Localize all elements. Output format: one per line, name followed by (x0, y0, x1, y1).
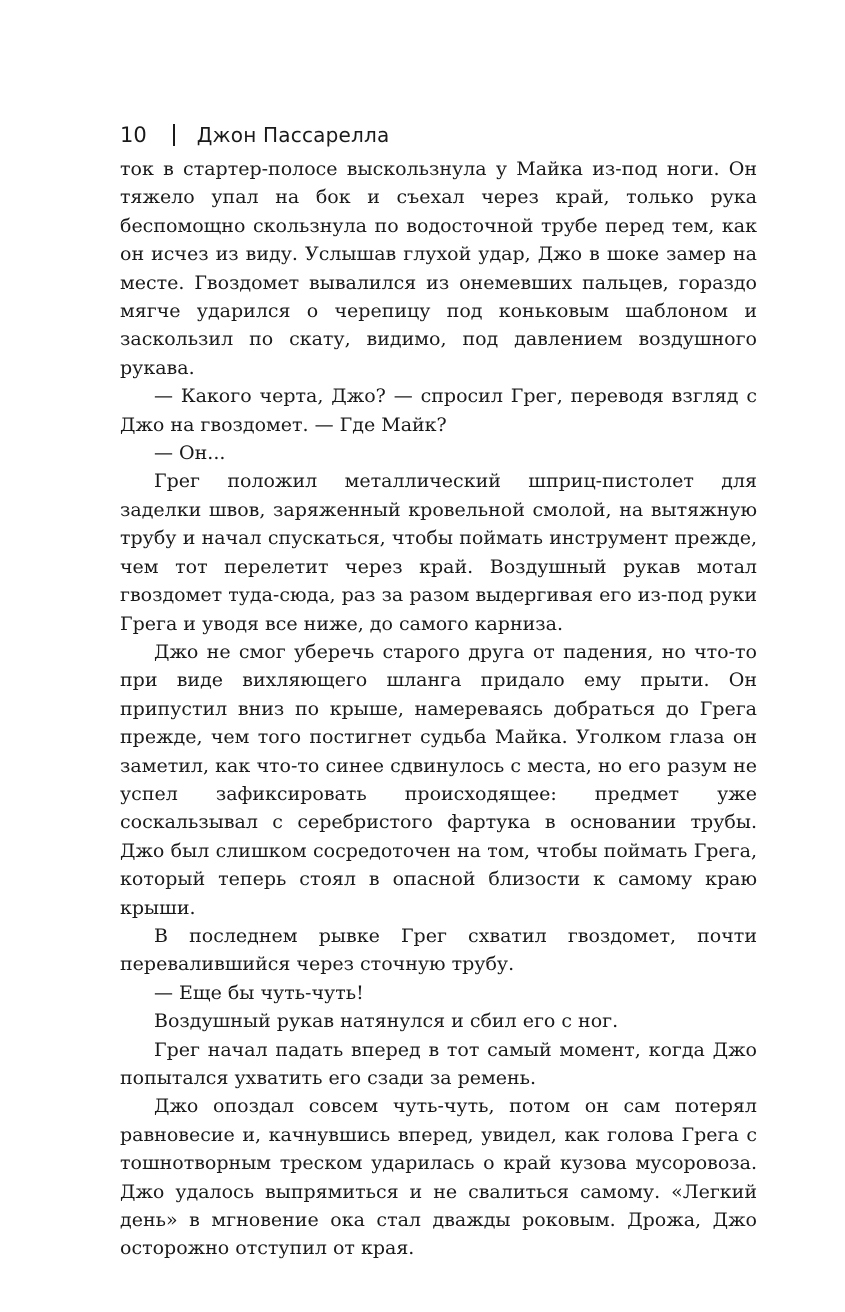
paragraph: Грег начал падать вперед в тот самый момент, когда Джо попытался ухватить его сзади за ремень. (120, 1038, 757, 1089)
running-head (120, 120, 389, 150)
paragraph: В последнем рывке Грег схватил гвоздомет, почти перевалившийся через сточную трубу. (120, 924, 757, 976)
paragraph: Грег положил металлический шприц-пистолет для заделки швов, заряженный кровельной смолой, на вытяжную трубу и начал спускаться, чтобы поймать инструмент прежде, чем тот перелетит через край. Воздушный рукав мотал гвоздомет туда-сюда, раз за разом выдергивая его из-под руки Грега и уводя все ниже, до самого карниза. (120, 470, 757, 635)
paragraph: — Еще бы чуть-чуть! (154, 981, 364, 1004)
paragraph: Джо не смог уберечь старого друга от падения, но что-то при виде вихляющего шланга придало ему прыти. Он припустил вниз по крыше, намереваясь добраться до Грега прежде, чем того постигнет судьба Майка. Уголком глаза он заметил, как что-то синее сдвинулось с места, но его разум не успел зафиксировать происходящее: предмет уже соскальзывал с серебристого фартука в основании трубы. Джо был слишком сосредоточен на том, чтобы поймать Грега, который теперь стоял в опасной близости к самому краю крыши. (120, 640, 757, 919)
header-separator (173, 124, 175, 146)
paragraph: Джо опоздал совсем чуть-чуть, потом он сам потерял равновесие и, качнувшись вперед, увидел, как голова Грега с тошнотворным треском ударилась о край кузова мусоровоза. Джо удалось выпрямиться и не свалиться самому. «Легкий день» в мгновение ока стал дважды роковым. Дрожа, Джо осторожно отступил от края. (120, 1095, 757, 1260)
author-name: Джон Пассарелла (196, 123, 390, 147)
body-text (120, 155, 757, 1263)
paragraph: Воздушный рукав натянулся и сбил его с ног. (154, 1010, 619, 1033)
paragraph: — Он... (154, 442, 226, 465)
paragraph: — Какого черта, Джо? — спросил Грег, переводя взгляд с Джо на гвоздомет. — Где Майк? (120, 385, 757, 436)
page-number: 10 (120, 123, 147, 147)
paragraph: ток в стартер-полосе выскользнула у Майка из-под ноги. Он тяжело упал на бок и съехал через край, только рука беспомощно скользнула по водосточной трубе перед тем, как он исчез из виду. Услышав глухой удар, Джо в шоке замер на месте. Гвоздомет вывалился из онемевших пальцев, гораздо мягче ударился о черепицу под коньковым шаблоном и заскользил по скату, видимо, под давлением воздушного рукава. (120, 158, 757, 379)
